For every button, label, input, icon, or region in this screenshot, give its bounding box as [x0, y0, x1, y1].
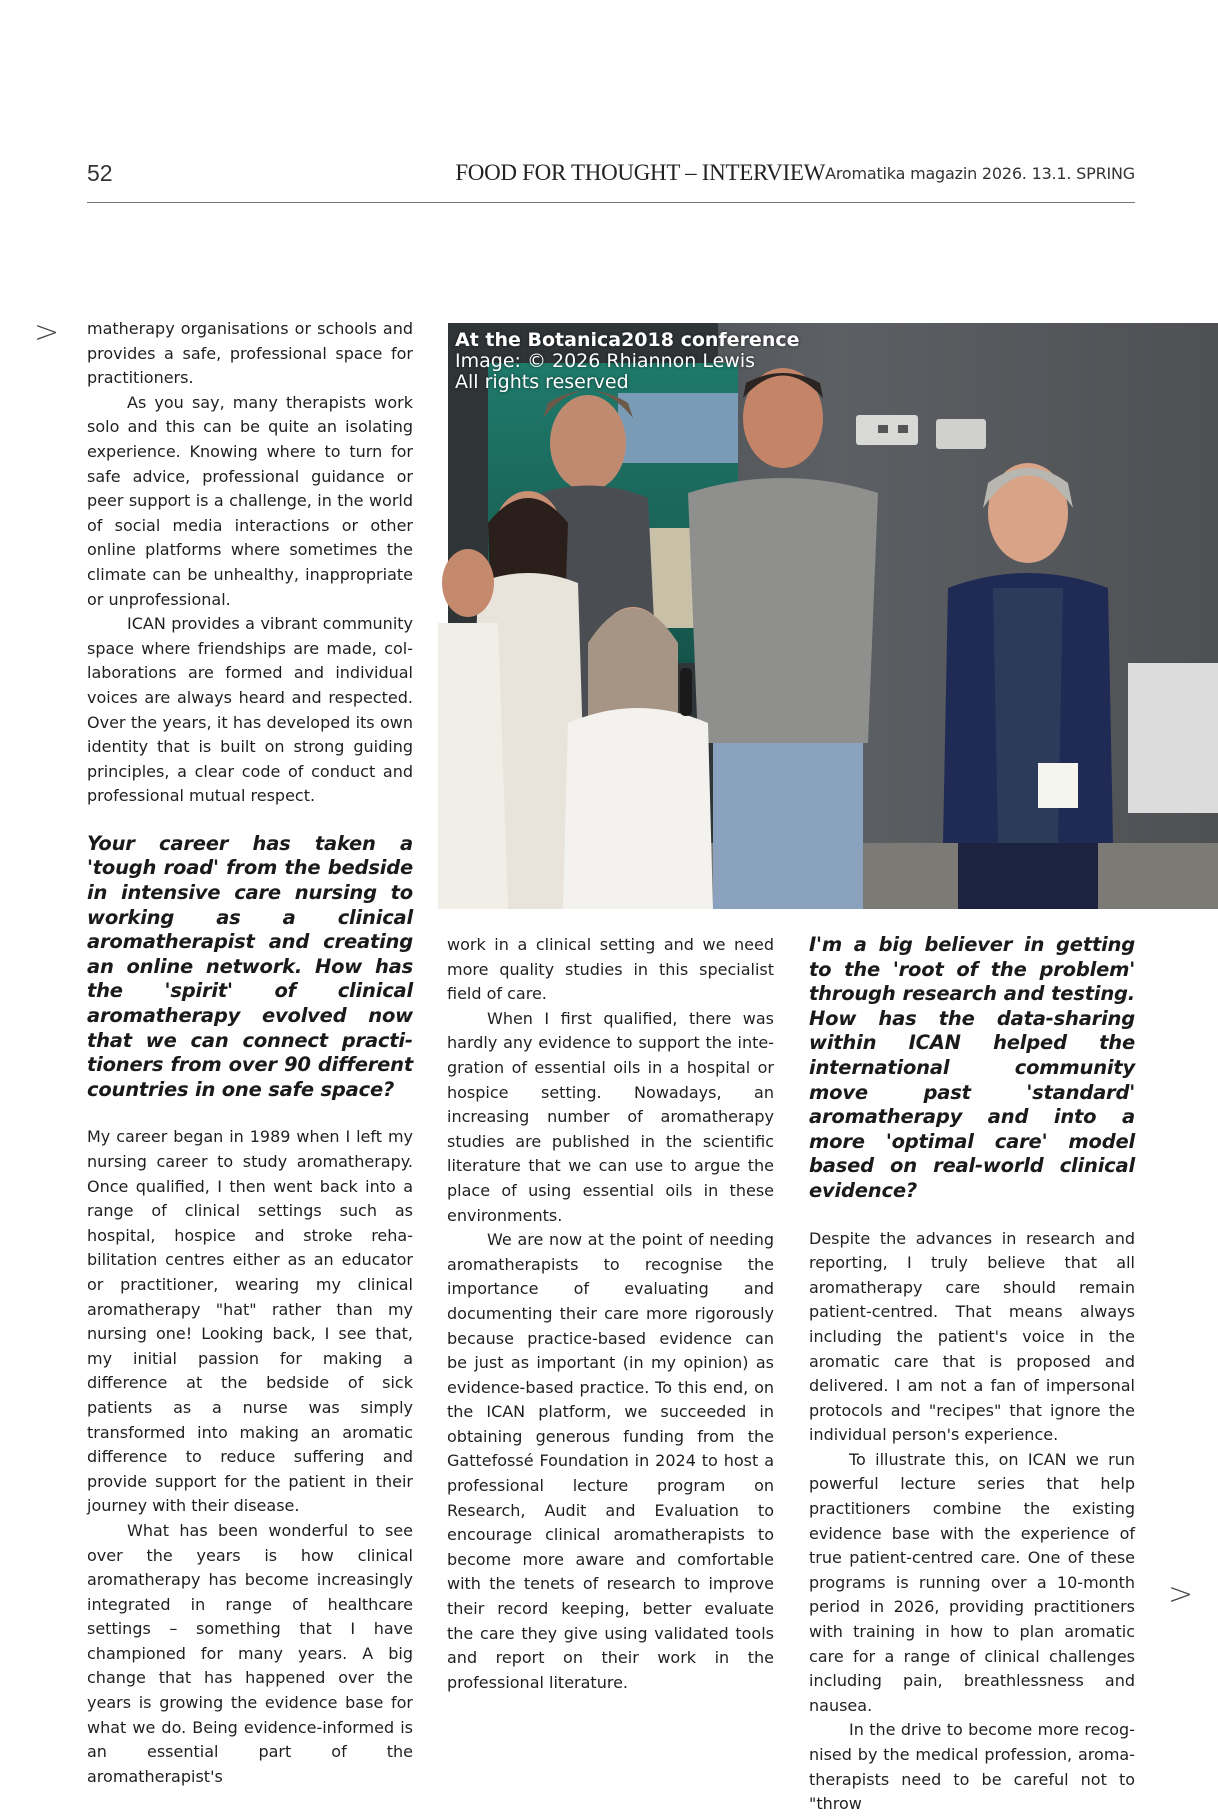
- paragraph: In the drive to become more recognised by the medical profession, aromatherapists need to be careful not to "throw: [809, 1720, 1135, 1814]
- paragraph: My career began in 1989 when I left my nursing career to study aromatherapy. Once qualified, I then went back into a range of clinical settings such as hospital, hospice and stroke rehabilitation centres either as an educator or practitioner, wearing my clinical aromatherapy "hat" rather than my nursing one! Looking back, I see that, my initial passion for making a difference at the bedside of sick patients as a nurse was simply transformed into making an aromatic difference to reduce suffering and provide support for the patient in their journey with their disease.: [87, 1127, 413, 1516]
- paragraph: When I first qualified, there was hardly any evidence to support the integration of essential oils in a hospital or hospice setting. Nowadays, an increasing number of aromatherapy studies are published in the scientific literature that we can use to argue the place of using essential oils in these environments.: [447, 1008, 774, 1225]
- conference-photo: [448, 323, 1218, 909]
- paragraph: ICAN provides a vibrant community space where friendships are made, collaborations are formed and individual voices are always heard and respected. Over the years, it has developed its own identity that is built on strong guiding principles, a clear code of conduct and professional mutual respect.: [87, 614, 413, 806]
- magazine-issue: Aromatika magazin 2026. 13.1. SPRING: [825, 164, 1135, 183]
- paragraph: Despite the advances in research and reporting, I truly believe that all aromatherapy care should remain patient-centred. That means always including the patient's voice in the aromatic care that is proposed and delivered. I am not a fan of impersonal protocols and "recipes" that ignore the individual person's experience.: [809, 1228, 1135, 1445]
- page-number: 52: [87, 160, 113, 186]
- paragraph: What has been wonderful to see over the years is how clinical aromatherapy has become increasingly integrated in range of healthcare settings – something that I have championed for many years. A big change that has happened over the years is growing the evidence base for what we do. Being evidence-informed is an essential part of the aromatherapist's: [87, 1520, 413, 1786]
- paragraph: work in a clinical setting and we need more quality studies in this specialist field of care.: [447, 935, 774, 1004]
- paragraph: As you say, many therapists work solo and this can be quite an isolating experience. Knowing where to turn for safe advice, professional guidance or peer support is a challenge, in the world of social media interactions or other online platforms where sometimes the climate can be unhealthy, inappropriate or unprofessional.: [87, 392, 413, 609]
- next-page-arrow-icon[interactable]: >: [1168, 1577, 1194, 1612]
- section-title: FOOD FOR THOUGHT – INTERVIEW: [455, 160, 825, 185]
- page-header: [87, 160, 1135, 204]
- caption-credit: Image: © 2026 Rhiannon Lewis: [455, 350, 755, 372]
- photo-caption: [455, 330, 800, 393]
- article-column-3: [809, 933, 1135, 1817]
- article-column-2: [447, 933, 774, 1695]
- paragraph: To illustrate this, on ICAN we run powerful lecture series that help practitioners combine the existing evidence base with the experience of true patient-centred care. One of these programs is running over a 10-month period in 2026, providing practitioners with training in how to plan aromatic care for a range of clinical challenges including pain, breathlessness and nausea.: [809, 1449, 1135, 1715]
- article-column-1: [87, 317, 413, 1789]
- paragraph: matherapy organisations or schools and provides a safe, professional space for practitioners.: [87, 319, 413, 388]
- previous-page-arrow-icon[interactable]: >: [34, 315, 60, 350]
- paragraph: We are now at the point of needing aromatherapists to recognise the importance of evaluating and documenting their care more rigorously because practice-based evidence can be just as important (in my opinion) as evidence-based practice. To this end, on the ICAN platform, we succeeded in obtaining generous funding from the Gattefossé Foundation in 2024 to host a professional lecture program on Research, Audit and Evaluation to encourage clinical aromatherapists to become more aware and comfortable with the tenets of research to improve their record keeping, better evaluate the care they give using validated tools and report on their work in the professional literature.: [447, 1230, 774, 1692]
- conference-group-image: [448, 323, 1218, 909]
- caption-rights: All rights reserved: [455, 371, 629, 393]
- caption-title: At the Botanica2018 conference: [455, 329, 800, 351]
- interview-question: I'm a big believer in getting to the 'root of the problem' through research and testing. How has the data-sharing within ICAN helped the international community move past 'standard' aromatherapy and into a more 'optimal care' model based on real-world clinical evidence?: [809, 933, 1135, 1202]
- interview-question: Your career has taken a 'tough road' from the bedside in intensive care nursing to working as a clinical aromatherapist and creating an online network. How has the 'spirit' of clinical aromatherapy evolved now that we can connect practitioners from over 90 different countries in one safe space?: [87, 831, 413, 1101]
- header-divider: [87, 202, 1135, 203]
